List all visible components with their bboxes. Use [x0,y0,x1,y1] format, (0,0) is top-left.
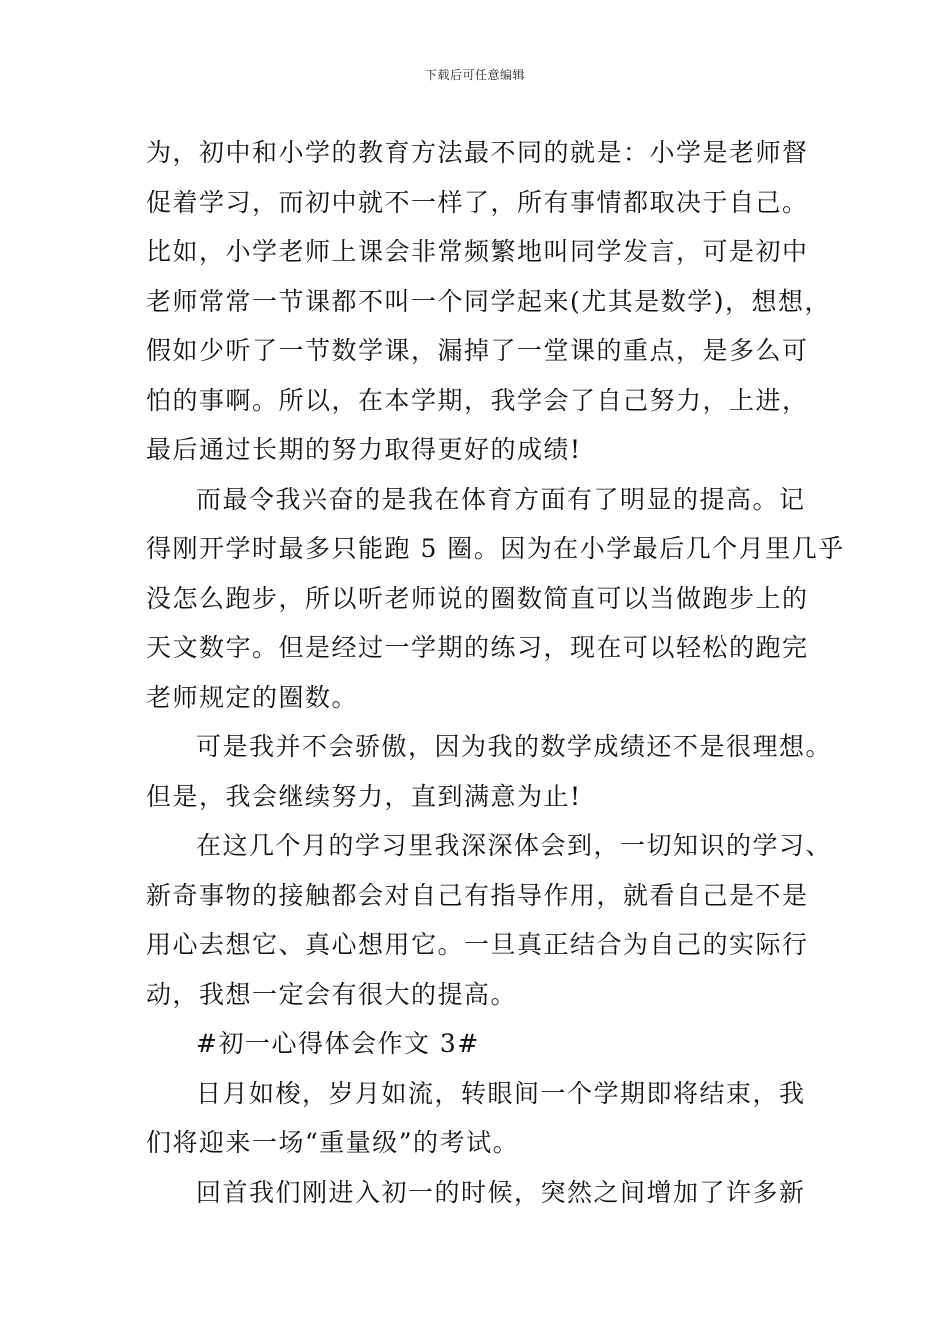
text-line: 没怎么跑步，所以听老师说的圈数简直可以当做跑步上的 [146,583,809,613]
paragraph-start-line: 而最令我兴奋的是我在体育方面有了明显的提高。记 [196,484,806,514]
text-line: 假如少听了一节数学课，漏掉了一堂课的重点，是多么可 [146,336,809,365]
text-line: 天文数字。但是经过一学期的练习，现在可以轻松的跑完 [146,633,809,662]
paragraph-start-line: 回首我们刚进入初一的时候，突然之间增加了许多新 [196,1177,806,1207]
text-line: 动，我想一定会有很大的提高。 [146,979,518,1009]
page-header-note: 下载后可任意编辑 [424,68,525,82]
text-line: 促着学习，而初中就不一样了，所有事情都取决于自己。 [146,187,809,217]
paragraph-start-line: 可是我并不会骄傲，因为我的数学成绩还不是很理想。 [196,732,833,761]
text-line: 为，初中和小学的教育方法最不同的就是：小学是老师督 [146,138,809,167]
paragraph-start-line: 在这几个月的学习里我深深体会到，一切知识的学习、 [196,831,833,860]
text-line: 但是，我会继续努力，直到满意为止! [146,781,582,811]
section-heading: #初一心得体会作文 3# [196,1029,480,1058]
text-line: 老师常常一节课都不叫一个同学起来(尤其是数学)，想想， [146,286,832,316]
text-line: 老师规定的圈数。 [146,682,359,712]
text-line: 新奇事物的接触都会对自己有指导作用，就看自己是不是 [146,880,809,910]
paragraph-start-line: 日月如梭，岁月如流，转眼间一个学期即将结束，我 [196,1078,806,1108]
text-line: 怕的事啊。所以，在本学期，我学会了自己努力，上进， [146,385,809,415]
text-line: 比如，小学老师上课会非常频繁地叫同学发言，可是初中 [146,237,809,266]
text-line: 最后通过长期的努力取得更好的成绩! [146,435,582,464]
text-line: 用心去想它、真心想用它。一旦真正结合为自己的实际行 [146,930,809,959]
text-line: 得刚开学时最多只能跑 5 圈。因为在小学最后几个月里几乎 [146,534,845,563]
text-line: 们将迎来一场“重量级”的考试。 [146,1128,520,1157]
essay-body [146,128,845,1217]
